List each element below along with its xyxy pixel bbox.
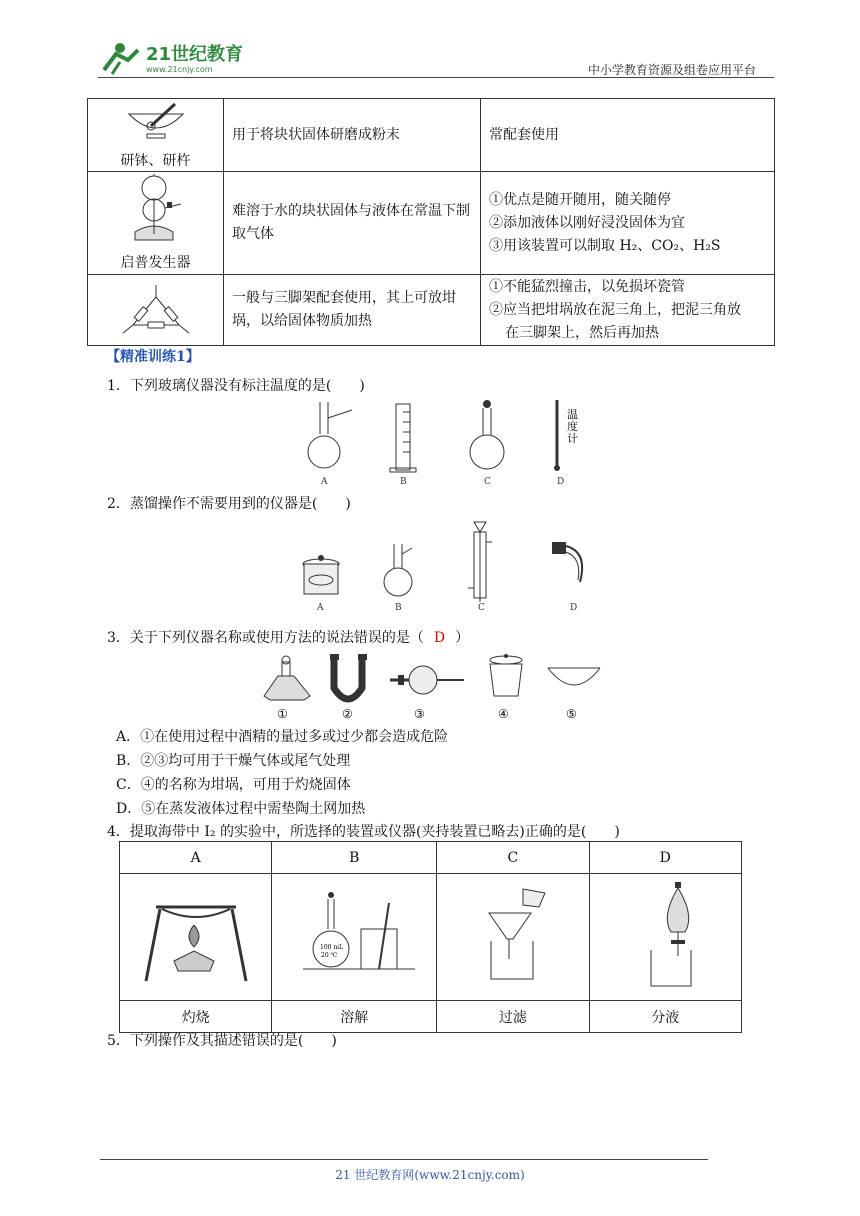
svg-text:B: B <box>400 477 407 487</box>
svg-text:B: B <box>395 603 402 613</box>
svg-text:20 ℃: 20 ℃ <box>321 952 338 959</box>
svg-text:度: 度 <box>567 420 578 433</box>
table-row <box>88 99 775 172</box>
caption-d: 分液 <box>589 1001 741 1033</box>
usage-text: 难溶于水的块状固体与液体在常温下制取气体 <box>224 172 481 275</box>
svg-text:C: C <box>484 477 491 487</box>
question-2: 2．蒸馏操作不需要用到的仪器是( ) <box>107 496 351 512</box>
header-c: C <box>437 842 589 874</box>
q1-figure <box>300 396 600 488</box>
caption-c: 过滤 <box>437 1001 589 1033</box>
question-5: 5．下列操作及其描述错误的是( ) <box>107 1033 337 1049</box>
clay-triangle-icon <box>121 281 191 335</box>
q4-table <box>119 841 742 1033</box>
svg-text:③: ③ <box>414 707 425 721</box>
question-4: 4．提取海带中 I₂ 的实验中，所选择的装置或仪器(夹持装置已略去)正确的是( ) <box>107 824 620 840</box>
alcohol-lamp-icon <box>264 656 310 700</box>
adapter-tube-icon <box>552 542 582 582</box>
note-line: ②应当把坩埚放在泥三角上，把泥三角放 <box>489 301 741 318</box>
crucible-icon <box>490 654 522 696</box>
separatory-funnel-icon <box>605 880 725 990</box>
note-line: 在三脚架上，然后再加热 <box>505 324 659 341</box>
note-line: ③用该装置可以制取 H₂、CO₂、H₂S <box>489 237 721 254</box>
usage-text: 一般与三脚架配套使用，其上可放坩埚，以给固体物质加热 <box>224 275 481 346</box>
tripod-burner-icon <box>136 885 256 985</box>
table-cell <box>88 172 224 275</box>
round-flask-icon <box>384 544 412 596</box>
kipp-generator-icon <box>121 174 191 248</box>
svg-text:①: ① <box>277 707 288 721</box>
svg-text:⑤: ⑤ <box>566 707 577 721</box>
svg-text:A: A <box>317 603 324 613</box>
table-row <box>120 1001 742 1033</box>
volumetric-flask-icon <box>470 400 504 469</box>
question-3: 3．关于下列仪器名称或使用方法的说法错误的是（ D ） <box>107 630 470 646</box>
svg-text:计: 计 <box>567 432 578 445</box>
caption-b: 溶解 <box>272 1001 437 1033</box>
graduated-cylinder-icon <box>390 404 416 472</box>
option-c: C．④的名称为坩埚，可用于灼烧固体 <box>116 777 351 793</box>
svg-text:④: ④ <box>498 707 509 721</box>
svg-text:温: 温 <box>567 408 578 421</box>
row-caption: 研钵、研杵 <box>120 153 191 169</box>
option-a: A．①在使用过程中酒精的量过多或过少都会造成危险 <box>116 729 449 745</box>
footer-link[interactable]: 21 世纪教育网(www.21cnjy.com) <box>335 1168 525 1182</box>
evaporating-dish-icon <box>548 668 600 685</box>
table-row <box>88 275 775 346</box>
header-platform-text: 中小学教育资源及组卷应用平台 <box>587 63 756 77</box>
usage-text: 用于将块状固体研磨成粉末 <box>224 99 481 172</box>
header-d: D <box>589 842 741 874</box>
table-row <box>88 172 775 275</box>
svg-text:A: A <box>321 477 328 487</box>
distilling-flask-icon <box>308 402 352 468</box>
option-b: B．②③均可用于干燥气体或尾气处理 <box>116 753 351 769</box>
question-1: 1．下列玻璃仪器没有标注温度的是( ) <box>107 378 365 394</box>
condenser-icon <box>468 522 492 602</box>
u-tube-icon <box>330 654 367 699</box>
filtration-funnel-icon <box>453 885 573 985</box>
header-a: A <box>120 842 272 874</box>
caption-a: 灼烧 <box>120 1001 272 1033</box>
svg-text:100 mL: 100 mL <box>320 944 344 951</box>
mortar-pestle-icon <box>121 100 191 146</box>
table-cell <box>88 99 224 172</box>
answer-mark: D <box>433 630 446 646</box>
option-d: D．⑤在蒸发液体过程中需垫陶土网加热 <box>116 801 366 817</box>
note-line: 常配套使用 <box>489 126 559 143</box>
svg-text:D: D <box>570 603 578 613</box>
note-line: ②添加液体以刚好浸没固体为宜 <box>489 214 685 231</box>
q3-figure <box>258 650 608 722</box>
svg-text:D: D <box>557 477 565 487</box>
footer-divider <box>100 1159 708 1160</box>
drying-tube-icon <box>390 666 464 694</box>
thermometer-icon <box>554 400 578 471</box>
svg-text:②: ② <box>342 707 353 721</box>
row-caption: 启普发生器 <box>120 255 191 271</box>
header-divider <box>98 77 774 78</box>
site-logo <box>98 38 258 78</box>
logo-text: 21世纪教育 <box>146 44 244 65</box>
apparatus-table <box>87 98 775 346</box>
table-row <box>120 842 742 874</box>
volumetric-flask-beaker-icon <box>289 885 419 985</box>
alcohol-lamp-stand-icon <box>303 555 339 594</box>
note-line: ①优点是随开随用，随关随停 <box>489 191 671 208</box>
svg-text:C: C <box>478 603 485 613</box>
table-row <box>120 874 742 1001</box>
q2-figure <box>296 518 596 616</box>
note-line: ①不能猛烈撞击，以免损坏瓷管 <box>489 278 685 295</box>
section-title: 【精准训练1】 <box>106 349 200 365</box>
table-cell <box>88 275 224 346</box>
logo-url: www.21cnjy.com <box>146 65 213 74</box>
header-b: B <box>272 842 437 874</box>
